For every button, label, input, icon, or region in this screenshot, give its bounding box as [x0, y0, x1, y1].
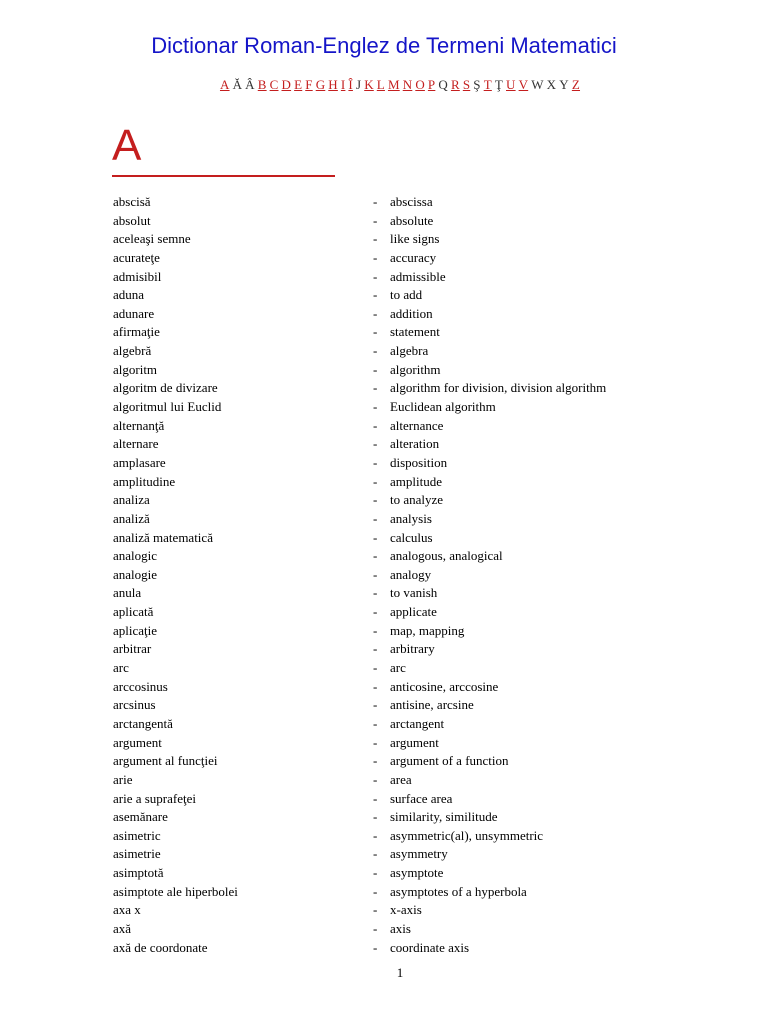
term-separator: - — [373, 529, 378, 545]
english-translation: analogy — [390, 566, 432, 582]
alphabet-link[interactable]: D — [281, 77, 292, 92]
english-translation: absolute — [390, 212, 434, 228]
english-translation: to vanish — [390, 585, 438, 601]
english-translation: asymmetric(al), unsymmetric — [390, 827, 544, 843]
term-separator: - — [373, 454, 378, 470]
dictionary-entry — [0, 845, 768, 864]
term-separator: - — [373, 734, 378, 750]
alphabet-letter: Ţ — [494, 77, 503, 92]
dictionary-entry — [0, 454, 768, 473]
dictionary-entry — [0, 883, 768, 902]
term-separator: - — [373, 920, 378, 936]
romanian-term: asimetrie — [113, 846, 161, 862]
term-separator: - — [373, 492, 378, 508]
term-separator: - — [373, 566, 378, 582]
term-separator: - — [373, 715, 378, 731]
dictionary-entry — [0, 808, 768, 827]
term-separator: - — [373, 939, 378, 955]
romanian-term: aplicaţie — [113, 622, 158, 638]
alphabet-index — [0, 77, 768, 93]
dictionary-entry — [0, 939, 768, 958]
romanian-term: argument — [113, 734, 162, 750]
dictionary-entry — [0, 491, 768, 510]
dictionary-entry — [0, 901, 768, 920]
alphabet-link[interactable]: C — [269, 77, 279, 92]
english-translation: argument of a function — [390, 753, 509, 769]
dictionary-entry — [0, 734, 768, 753]
term-separator: - — [373, 380, 378, 396]
alphabet-link[interactable]: P — [427, 77, 436, 92]
dictionary-entry — [0, 920, 768, 939]
alphabet-link[interactable]: Z — [571, 77, 581, 92]
term-separator: - — [373, 548, 378, 564]
term-separator: - — [373, 194, 378, 209]
dictionary-entry — [0, 547, 768, 566]
dictionary-entry — [0, 379, 768, 398]
romanian-term: amplasare — [113, 454, 166, 470]
alphabet-link[interactable]: O — [415, 77, 425, 92]
dictionary-entry — [0, 790, 768, 809]
romanian-term: algebră — [113, 343, 152, 359]
romanian-term: analiza — [113, 492, 150, 508]
romanian-term: afirmaţie — [113, 324, 160, 340]
alphabet-letter: Â — [245, 77, 255, 92]
english-translation: antisine, arcsine — [390, 697, 474, 713]
english-translation: anticosine, arccosine — [390, 678, 499, 694]
romanian-term: alternanţă — [113, 417, 165, 433]
term-separator: - — [373, 604, 378, 620]
alphabet-link[interactable]: U — [506, 77, 516, 92]
term-separator: - — [373, 622, 378, 638]
term-separator: - — [373, 585, 378, 601]
english-translation: alteration — [390, 436, 440, 452]
english-translation: applicate — [390, 604, 437, 620]
romanian-term: amplitudine — [113, 473, 176, 489]
english-translation: calculus — [390, 529, 433, 545]
dictionary-entry — [0, 510, 768, 529]
alphabet-link[interactable]: R — [450, 77, 460, 92]
alphabet-link[interactable]: I — [340, 77, 346, 92]
romanian-term: abscisă — [113, 194, 151, 209]
romanian-term: arie a suprafeţei — [113, 790, 197, 806]
dictionary-entry — [0, 305, 768, 324]
romanian-term: aceleaşi semne — [113, 231, 191, 247]
alphabet-letter: J — [355, 77, 362, 92]
english-translation: to analyze — [390, 492, 444, 508]
dictionary-entry — [0, 678, 768, 697]
romanian-term: algoritm de divizare — [113, 380, 218, 396]
romanian-term: asimptote ale hiperbolei — [113, 883, 238, 899]
english-translation: coordinate axis — [390, 939, 470, 955]
term-separator: - — [373, 790, 378, 806]
dictionary-entry — [0, 473, 768, 492]
english-translation: addition — [390, 305, 433, 321]
alphabet-link[interactable]: A — [219, 77, 230, 92]
dictionary-entry — [0, 417, 768, 436]
dictionary-entry — [0, 323, 768, 342]
romanian-term: aplicată — [113, 604, 154, 620]
english-translation: disposition — [390, 454, 448, 470]
romanian-term: analogic — [113, 548, 158, 564]
romanian-term: aduna — [113, 287, 145, 303]
english-translation: argument — [390, 734, 439, 750]
alphabet-link[interactable]: S — [462, 77, 471, 92]
english-translation: algebra — [390, 343, 429, 359]
dictionary-entry — [0, 342, 768, 361]
dictionary-entry — [0, 752, 768, 771]
dictionary-entry — [0, 249, 768, 268]
romanian-term: arbitrar — [113, 641, 152, 657]
dictionary-entry — [0, 584, 768, 603]
english-translation: arbitrary — [390, 641, 435, 657]
alphabet-link[interactable]: N — [402, 77, 413, 92]
term-separator: - — [373, 846, 378, 862]
english-translation: map, mapping — [390, 622, 465, 638]
romanian-term: arctangentă — [113, 715, 173, 731]
term-separator: - — [373, 305, 378, 321]
dictionary-entry — [0, 771, 768, 790]
romanian-term: alternare — [113, 436, 159, 452]
english-translation: arctangent — [390, 715, 445, 731]
english-translation: abscissa — [390, 194, 433, 209]
alphabet-link[interactable]: H — [328, 77, 338, 92]
dictionary-entry — [0, 827, 768, 846]
alphabet-link[interactable]: Î — [348, 77, 353, 92]
romanian-term: admisibil — [113, 268, 162, 284]
romanian-term: axă — [113, 920, 132, 936]
dictionary-entry — [0, 659, 768, 678]
romanian-term: arie — [113, 771, 133, 787]
term-separator: - — [373, 212, 378, 228]
term-separator: - — [373, 417, 378, 433]
term-separator: - — [373, 399, 378, 415]
dictionary-entry — [0, 361, 768, 380]
english-translation: like signs — [390, 231, 440, 247]
romanian-term: axă de coordonate — [113, 939, 208, 955]
dictionary-entry — [0, 398, 768, 417]
alphabet-letter: X — [546, 77, 557, 92]
term-separator: - — [373, 510, 378, 526]
romanian-term: asemănare — [113, 809, 168, 825]
alphabet-link[interactable]: L — [376, 77, 385, 92]
section-heading-rule — [112, 175, 335, 177]
alphabet-link[interactable]: T — [483, 77, 492, 92]
english-translation: algorithm — [390, 361, 441, 377]
document-title: Dictionar Roman-Englez de Termeni Matematici — [151, 33, 617, 58]
dictionary-entry — [0, 566, 768, 585]
dictionary-entry — [0, 193, 768, 212]
dictionary-entry — [0, 230, 768, 249]
alphabet-link[interactable]: V — [518, 77, 529, 92]
romanian-term: adunare — [113, 305, 155, 321]
english-translation: x-axis — [390, 902, 422, 918]
english-translation: alternance — [390, 417, 444, 433]
term-separator: - — [373, 660, 378, 676]
english-translation: surface area — [390, 790, 453, 806]
romanian-term: asimptotă — [113, 865, 164, 881]
english-translation: analysis — [390, 510, 432, 526]
alphabet-link[interactable]: K — [364, 77, 374, 92]
dictionary-entry — [0, 286, 768, 305]
section-heading-letter: A — [112, 121, 142, 170]
english-translation: area — [390, 771, 412, 787]
romanian-term: analiză — [113, 510, 150, 526]
dictionary-entry — [0, 603, 768, 622]
english-translation: asymptotes of a hyperbola — [390, 883, 527, 899]
english-translation: statement — [390, 324, 440, 340]
term-separator: - — [373, 753, 378, 769]
english-translation: amplitude — [390, 473, 442, 489]
romanian-term: axa x — [113, 902, 141, 918]
alphabet-letter: Y — [559, 77, 569, 92]
alphabet-link[interactable]: B — [257, 77, 267, 92]
english-translation: similarity, similitude — [390, 809, 498, 825]
english-translation: Euclidean algorithm — [390, 399, 496, 415]
english-translation: analogous, analogical — [390, 548, 503, 564]
romanian-term: algoritmul lui Euclid — [113, 399, 222, 415]
term-separator: - — [373, 473, 378, 489]
term-separator: - — [373, 883, 378, 899]
term-separator: - — [373, 361, 378, 377]
romanian-term: arcsinus — [113, 697, 156, 713]
term-separator: - — [373, 268, 378, 284]
english-translation: asymmetry — [390, 846, 448, 862]
dictionary-entry — [0, 529, 768, 548]
romanian-term: algoritm — [113, 361, 158, 377]
romanian-term: arc — [113, 660, 129, 676]
english-translation: asymptote — [390, 865, 444, 881]
dictionary-entry — [0, 864, 768, 883]
term-separator: - — [373, 809, 378, 825]
alphabet-link[interactable]: F — [305, 77, 313, 92]
page-number: 1 — [396, 965, 404, 980]
dictionary-entry — [0, 696, 768, 715]
term-separator: - — [373, 697, 378, 713]
term-separator: - — [373, 324, 378, 340]
romanian-term: absolut — [113, 212, 151, 228]
alphabet-letter: Ă — [232, 77, 243, 92]
english-translation: arc — [390, 660, 406, 676]
term-separator: - — [373, 827, 378, 843]
alphabet-link[interactable]: G — [315, 77, 326, 92]
dictionary-entry — [0, 622, 768, 641]
english-translation: axis — [390, 920, 411, 936]
dictionary-entry — [0, 268, 768, 287]
term-separator: - — [373, 902, 378, 918]
romanian-term: arccosinus — [113, 678, 168, 694]
term-separator: - — [373, 865, 378, 881]
alphabet-letter: W — [531, 77, 544, 92]
dictionary-entry-list — [0, 193, 768, 957]
alphabet-letter: Q — [438, 77, 448, 92]
english-translation: admissible — [390, 268, 446, 284]
romanian-term: asimetric — [113, 827, 161, 843]
alphabet-letter: Ş — [473, 77, 481, 92]
term-separator: - — [373, 287, 378, 303]
term-separator: - — [373, 678, 378, 694]
romanian-term: argument al funcţiei — [113, 753, 218, 769]
romanian-term: analogie — [113, 566, 158, 582]
term-separator: - — [373, 249, 378, 265]
dictionary-entry — [0, 640, 768, 659]
english-translation: algorithm for division, division algorithm — [390, 380, 607, 396]
alphabet-link[interactable]: M — [387, 77, 400, 92]
romanian-term: acurateţe — [113, 249, 160, 265]
romanian-term: analiză matematică — [113, 529, 213, 545]
term-separator: - — [373, 231, 378, 247]
alphabet-link[interactable]: E — [294, 77, 303, 92]
dictionary-entry — [0, 212, 768, 231]
dictionary-entry — [0, 715, 768, 734]
term-separator: - — [373, 641, 378, 657]
dictionary-entry — [0, 435, 768, 454]
english-translation: to add — [390, 287, 423, 303]
term-separator: - — [373, 343, 378, 359]
term-separator: - — [373, 771, 378, 787]
term-separator: - — [373, 436, 378, 452]
english-translation: accuracy — [390, 249, 437, 265]
romanian-term: anula — [113, 585, 142, 601]
